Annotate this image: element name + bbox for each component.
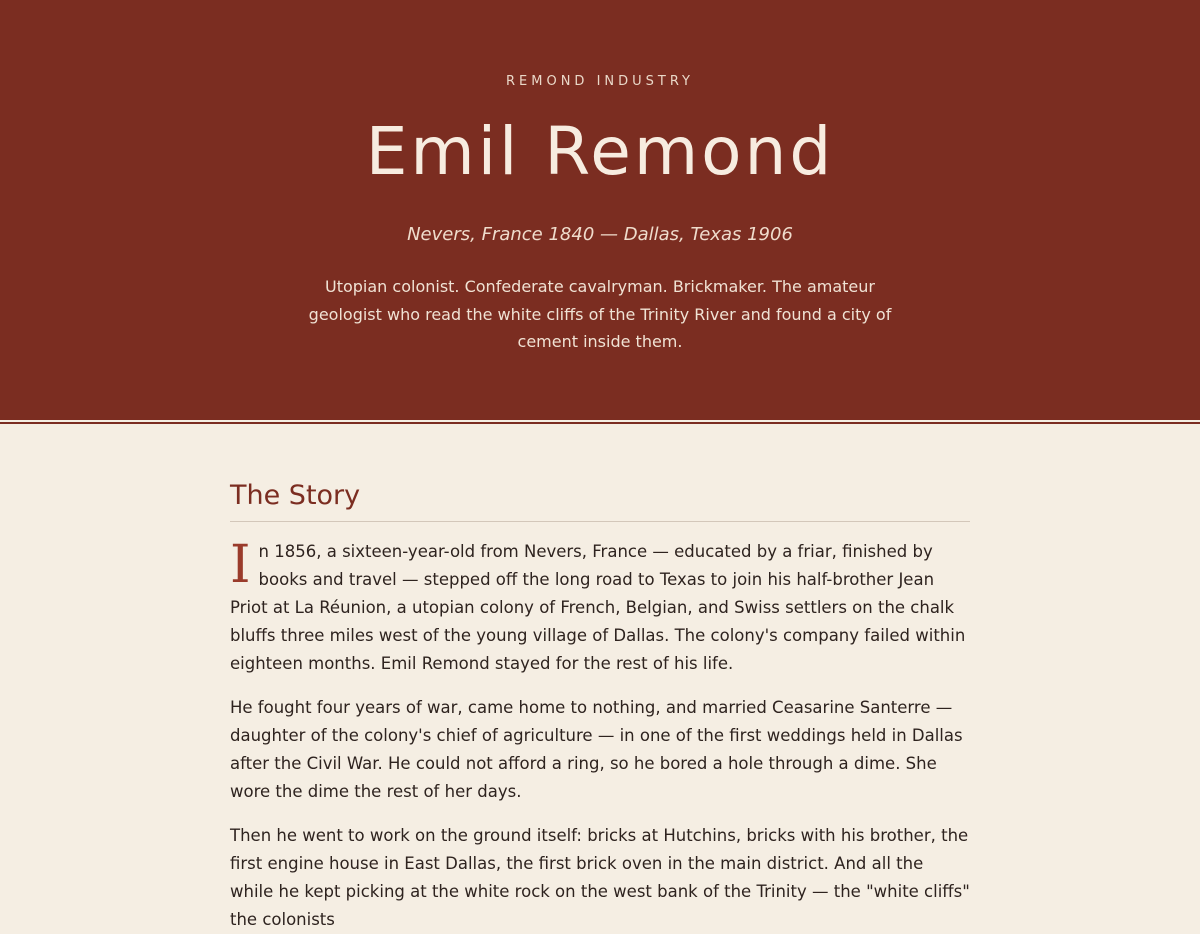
story-paragraph-1 [230,535,970,678]
story-paragraph-3: Then he went to work on the ground itself: bricks at Hutchins, bricks with his brother, the first engine house in East Dallas, the first brick oven in the main district. And all the while he kept picking at the white rock on the west bank of the Trinity — the "white cliffs" the colonists [230,826,970,929]
hero-summary: Utopian colonist. Confederate cavalryman. Brickmaker. The amateur geologist who read the white cliffs of the Trinity River and found a city of cement inside them. [308,277,892,351]
hero-banner [0,0,1200,420]
section-heading-story: The Story [230,480,970,522]
story-paragraph-2: He fought four years of war, came home to nothing, and married Ceasarine Santerre — daughter of the colony's chief of agriculture — in one of the first weddings held in Dallas after the Civil War. He could not afford a ring, so he bored a hole through a dime. She wore the dime the rest of her days. [230,698,963,801]
main-content [230,424,970,934]
hero-dates: Nevers, France 1840 — Dallas, Texas 1906 [407,224,793,245]
hero-eyebrow: REMOND INDUSTRY [506,74,694,89]
story-paragraph-1-text: n 1856, a sixteen-year-old from Nevers, France — educated by a friar, finished by books and travel — stepped off the long road to Texas to join his half-brother Jean Priot at La Réunion, a utopian colony of French, Belgian, and Swiss settlers on the chalk bluffs three miles west of the young village of Dallas. The colony's company failed within eighteen months. Emil Remond stayed for the rest of his life. [230,542,966,673]
drop-cap: I [230,535,251,595]
page-title: Emil Remond [365,113,835,190]
